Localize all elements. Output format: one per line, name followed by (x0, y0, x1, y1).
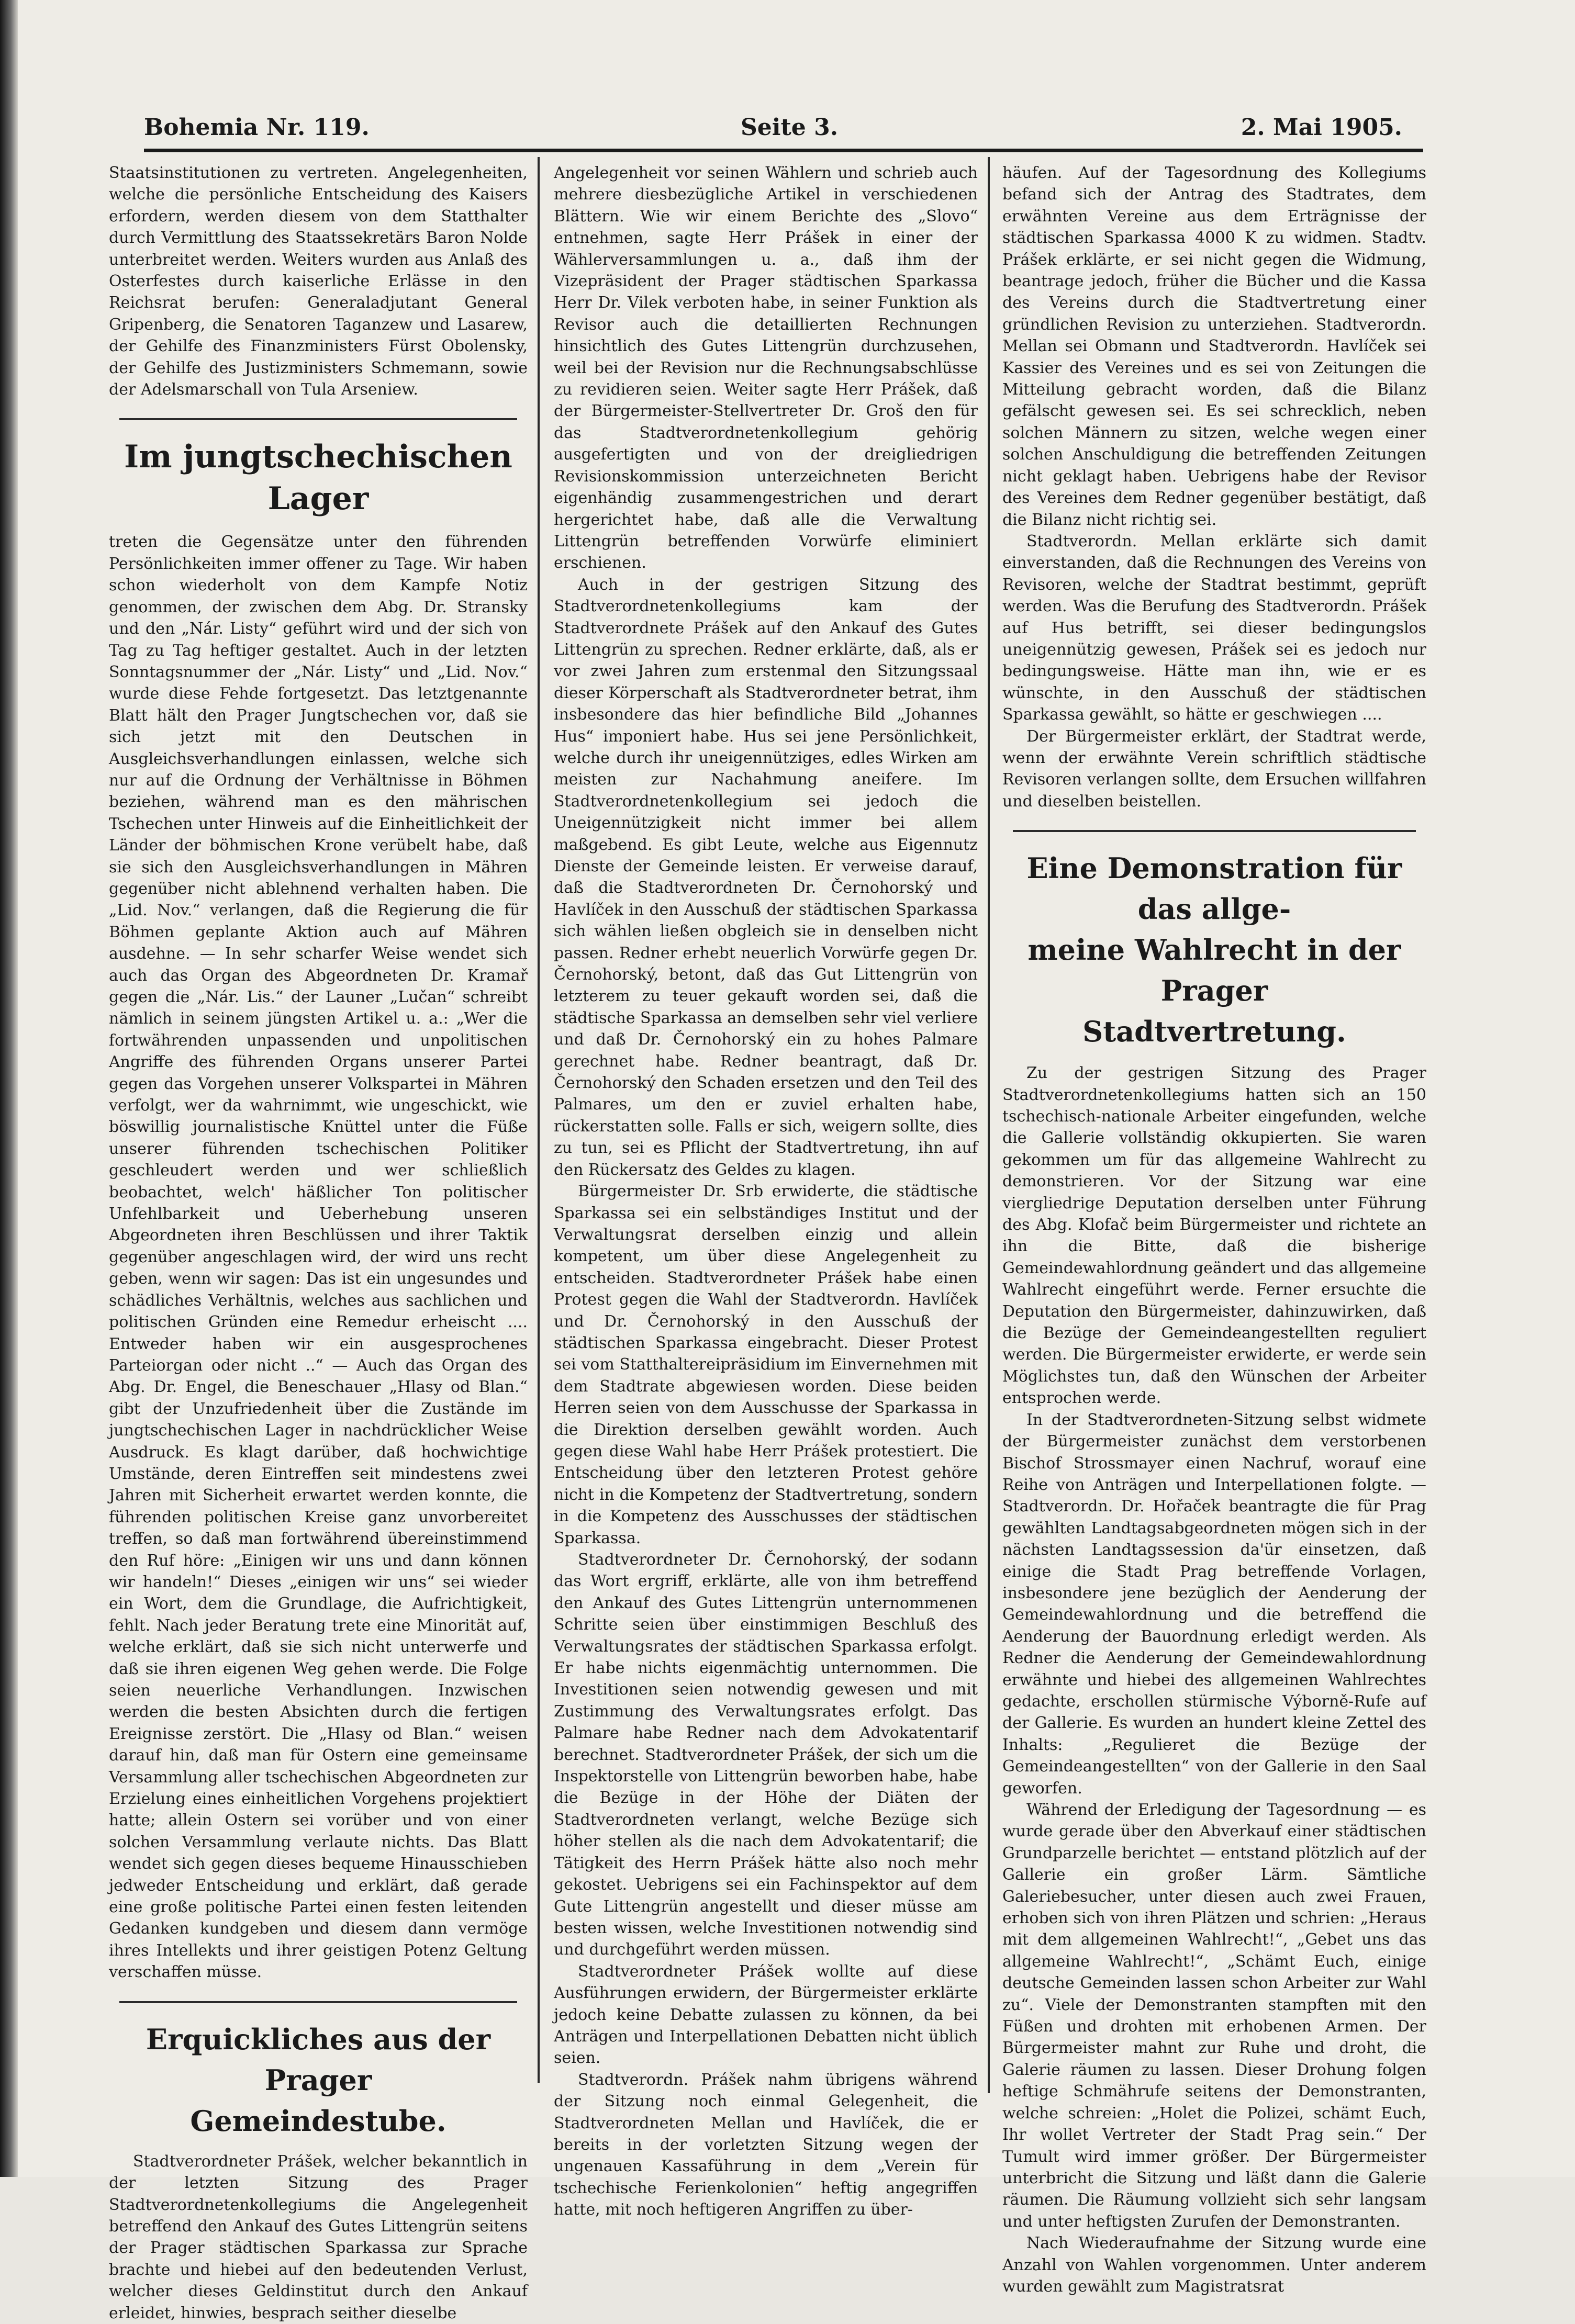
paragraph: In der Stadtverordneten-Sitzung selbst widmete der Bürgermeister zunächst dem verstorbenen Bischof Strossmayer einen Nachruf, worauf eine Reihe von Anträgen und Interpellationen folgte. — Stadtverordn. Dr. Hořaček beantragte die für Prag gewählten Landtagsabgeordneten mögen sich in der nächsten Landtagssession da'ür einsetzen, daß einige die Stadt Prag betreffende Vorlagen, insbesondere jene bezüglich der Aenderung der Gemeindewahlordnung und die betreffend die Aenderung der Bauordnung erledigt werden. Als Redner die Aenderung der Gemeindewahlordnung erwähnte und hiebei des allgemeinen Wahlrechtes gedachte, erschollen stürmische Výborně-Rufe auf der Gallerie. Es wurden an hundert kleine Zettel des Inhalts: „Regulieret die Bezüge der Gemeindeangestellten“ von der Gallerie in den Saal geworfen. (1002, 1410, 1426, 1798)
article-separator (119, 418, 517, 420)
header-page-number: Seite 3. (741, 114, 839, 141)
column-divider-2 (988, 157, 990, 2093)
article-title-gemeindestube-line2: Gemeindestube. (190, 2104, 446, 2138)
paragraph: Angelegenheit vor seinen Wählern und schrieb auch mehrere diesbezügliche Artikel in verschiedenen Blättern. Wie wir einem Berichte des „Slovo“ entnehmen, sagte Herr Prášek in einer der Wählerversammlungen u. a., daß ihm der Vizepräsident der Prager städtischen Sparkassa Herr Dr. Vilek verboten habe, in seiner Funktion als Revisor auch die detaillierten Rechnungen hinsichtlich des Gutes Littengrün durchzusehen, weil bei der Revision nur die Rechnungsabschlüsse zu revidieren seien. Weiter sagte Herr Prášek, daß der Bürgermeister-Stellvertreter Dr. Groš den für das Stadtverordnetenkollegium gehörig ausgefertigten und von der dreigliedrigen Revisionskommission unterzeichneten Bericht eigenhändig zusammengestrichen und derart hergerichtet habe, daß alle die Verwaltung Littengrün betreffenden Vorwürfe eliminiert erschienen. (554, 164, 978, 572)
paragraph: Bürgermeister Dr. Srb erwiderte, die städtische Sparkassa sei ein selbständiges Institut und der Verwaltungsrat derselben einzig und allein kompetent, um über diese Angelegenheit zu entscheiden. Stadtverordneter Prášek habe einen Protest gegen die Wahl der Stadtverordn. Havlíček und Dr. Černohorský in den Ausschuß der städtischen Sparkassa eingebracht. Dieser Protest sei vom Statthaltereipräsidium im Einvernehmen mit dem Stadtrate abgewiesen worden. Diese beiden Herren seien von dem Ausschusse der Sparkassa in die Direktion derselben gewählt worden. Auch gegen diese Wahl habe Herr Prášek protestiert. Die Entscheidung über den letzteren Protest gehöre nicht in die Kompetenz der Stadtvertretung, sondern in die Kompetenz des Ausschusses der städtischen Sparkassa. (554, 1182, 978, 1547)
scan-binding-edge (0, 0, 18, 2177)
paragraph: Während der Erledigung der Tagesordnung — es wurde gerade über den Abverkauf einer städtischen Grundparzelle berichtet — entstand plötzlich auf der Gallerie ein großer Lärm. Sämtliche Galeriebesucher, unter diesen auch zwei Frauen, erhoben sich von ihren Plätzen und schrien: „Heraus mit dem allgemeinen Wahlrecht!“, „Gebet uns das allgemeine Wahlrecht!“, „Schämt Euch, einige deutsche Gemeinden lassen schon Arbeiter zur Wahl zu“. Viele der Demonstranten stampften mit den Füßen und drohten mit erhobenen Armen. Der Bürgermeister mahnt zur Ruhe und droht, die Galerie räumen zu lassen. Dieser Drohung folgen heftige Schmährufe seitens der Demonstranten, welche schreien: „Holet die Polizei, schämt Euch, Ihr wollet Vertreter der Stadt Prag sein.“ Der Tumult wird immer größer. Der Bürgermeister unterbricht die Sitzung und läßt dann die Galerie räumen. Die Räumung vollzieht sich sehr langsam und unter heftigsten Zurufen der Demonstranten. (1002, 1801, 1426, 2231)
article-body-gemeindestube: Stadtverordneter Prášek, welcher bekanntlich in der letzten Sitzung des Prager Stadtverordnetenkollegiums die Angelegenheit betreffend den Ankauf des Gutes Littengrün seitens der Prager städtischen Sparkassa zur Sprache brachte und hiebei auf den bedeutenden Verlust, welcher dieses Geldinstitut durch den Ankauf erleidet, hinwies, besprach seither dieselbe (109, 2152, 528, 2322)
paragraph: Stadtverordneter Dr. Černohorský, der sodann das Wort ergriff, erklärte, alle von ihm betreffend den Ankauf des Gutes Littengrün unternommenen Schritte seien über einstimmigen Beschluß des Verwaltungsrates der städtischen Sparkassa erfolgt. Er habe nichts eigenmächtig unternommen. Die Investitionen seien notwendig gewesen und mit Zustimmung des Verwaltungsrates erfolgt. Das Palmare habe Redner nach dem Advokatentarif berechnet. Stadtverordneter Prášek, der sich um die Inspektorstelle von Littengrün beworben habe, habe die Bezüge in der Höhe der Diäten der Stadtverordneten verlangt, welche Bezüge sich höher stellen als die nach dem Advokatentarif; die Tätigkeit des Herrn Prášek hätte also noch mehr gekostet. Uebrigens sei ein Fachinspektor auf dem Gute Littengrün angestellt und dieser müsse am besten wissen, welche Investitionen notwendig sind und durchgeführt werden müssen. (554, 1551, 978, 1959)
column-divider-1 (538, 157, 540, 2083)
paragraph: Stadtverordn. Prášek nahm übrigens während der Sitzung noch einmal Gelegenheit, die Stadtverordneten Mellan und Havlíček, die er bereits in der vorletzten Sitzung wegen der ungenauen Kassaführung in dem „Verein für tschechische Ferienkolonien“ heftig angegriffen hatte, mit noch heftigeren Angriffen zu über- (554, 2070, 978, 2219)
article-title-jungtschechen: Im jungtschechischen Lager (124, 439, 512, 518)
page-header (144, 114, 1402, 145)
article-title-demonstration-line3: Stadtvertretung. (1082, 1015, 1346, 1049)
header-issue: Bohemia Nr. 119. (144, 114, 370, 141)
paragraph: Der Bürgermeister erklärt, der Stadtrat werde, wenn der erwähnte Verein schriftlich städtische Revisoren verlangen sollte, dem Ersuchen willfahren und dieselben beistellen. (1002, 727, 1426, 811)
article-title-demonstration-line2: meine Wahlrecht in der Prager (1027, 933, 1401, 1008)
column-2 (554, 162, 978, 2219)
article-body-jungtschechen: treten die Gegensätze unter den führenden Persönlichkeiten immer offener zu Tage. Wir haben schon wiederholt von dem Kampfe Notiz genommen, der zwischen dem Abg. Dr. Stransky und den „Nár. Listy“ geführt wird und der sich von Tag zu Tag heftiger gestaltet. Auch in der letzten Sonntagsnummer der „Nár. Listy“ und „Lid. Nov.“ wurde diese Fehde fortgesetzt. Das letztgenannte Blatt hält den Prager Jungtschechen vor, daß sie sich jetzt mit den Deutschen in Ausgleichsverhandlungen einlassen, welche sich nur auf die Ordnung der Verhältnisse in Böhmen beziehen, während man es den mährischen Tschechen unter Hinweis auf die Einheitlichkeit der Länder der böhmischen Krone verübelt habe, daß sie sich den Ausgleichsverhandlungen in Mähren gegenüber nicht ablehnend verhalten haben. Die „Lid. Nov.“ verlangen, daß die Regierung die für Böhmen geplante Aktion auch auf Mähren ausdehne. — In sehr scharfer Weise wendet sich auch das Organ des Abgeordneten Dr. Kramař gegen die „Nár. Lis.“ der Launer „Lučan“ schreibt nämlich in seinem jüngsten Artikel u. a.: „Wer die fortwährenden unpassenden und unpolitischen Angriffe des führenden Organs unserer Partei gegen das Vorgehen unserer Volkspartei in Mähren verfolgt, wer da wahrnimmt, wie ungeschickt, wie böswillig journalistische Knüttel unter die Füße unserer führenden tschechischen Politiker geschleudert werden und wer schließlich beobachtet, welch' häßlicher Ton politischer Unfehlbarkeit und Ueberhebung unseren Abgeordneten ihren Beschlüssen und ihrer Taktik gegenüber angeschlagen wird, der wird uns recht geben, wenn wir sagen: Das ist ein ungesundes und schädliches Verhältnis, welches aus sachlichen und politischen Gründen eine Remedur erheischt .... Entweder haben wir ein ausgesprochenes Parteiorgan oder nicht ..“ — Auch das Organ des Abg. Dr. Engel, die Beneschauer „Hlasy od Blan.“ gibt der Unzufriedenheit über die Zustände im jungtschechischen Lager in nachdrücklicher Weise Ausdruck. Es klagt darüber, daß hochwichtige Umstände, deren Eintreffen seit mindestens zwei Jahren mit Sicherheit erwartet werden konnte, die führenden politischen Kreise ganz unvorbereitet treffen, so daß man fortwährend übereinstimmend den Ruf höre: „Einigen wir uns und dann können wir handeln!“ Dieses „einigen wir uns“ sei wieder ein Wort, dem die Grundlage, die Aufrichtigkeit, fehlt. Nach jeder Beratung trete eine Minorität auf, welche erklärt, daß sie sich nicht unterwerfe und daß sie ihren eigenen Weg gehen werde. Die Folge seien neuerliche Verhandlungen. Inzwischen werden die besten Absichten durch die fertigen Ereignisse zerstört. Die „Hlasy od Blan.“ weisen darauf hin, daß man für Ostern eine gemeinsame Versammlung aller tschechischen Abgeordneten zur Erzielung eines einheitlichen Vorgehens projektiert hatte; allein Ostern sei vorüber und von einer solchen Versammlung verlaute nichts. Das Blatt wendet sich gegen dieses bequeme Hinausschieben jedweder Entscheidung und erklärt, daß gerade eine große politische Partei einen festen leitenden Gedanken kundgeben und diesem dann vermöge ihres Intellekts und ihrer geistigen Potenz Geltung verschaffen müsse. (109, 533, 528, 1982)
paragraph: Auch in der gestrigen Sitzung des Stadtverordnetenkollegiums kam der Stadtverordnete Prášek auf den Ankauf des Gutes Littengrün zu sprechen. Redner erklärte, daß, als er vor zwei Jahren zum erstenmal den Sitzungssaal dieser Körperschaft als Stadtverordneter betrat, ihm insbesondere das hier befindliche Bild „Johannes Hus“ imponiert habe. Hus sei jene Persönlichkeit, welche durch ihr uneigennütziges, edles Wirken am meisten zur Nachahmung aneifere. Im Stadtverordnetenkollegium sei jedoch die Uneigennützigkeit nicht immer bei allem maßgebend. Es gibt Leute, welche aus Eigennutz Dienste der Gemeinde leisten. Er verweise darauf, daß die Stadtverordneten Dr. Černohorský und Havlíček in den Ausschuß der städtischen Sparkassa sich wählen ließen obgleich sie in denselben nicht passen. Redner erhebt neuerlich Vorwürfe gegen Dr. Černohorský, betont, daß das Gut Littengrün von letzterem zu teuer gekauft worden sei, daß die städtische Sparkassa an demselben sehr viel verliere und daß Dr. Černohorský ein zu hohes Palmare gerechnet habe. Redner beantragt, daß Dr. Černohorský den Schaden ersetzen und den Teil des Palmares, um den er zuviel erhalten habe, rückerstatten solle. Falls er sich, weigern sollte, dies zu tun, sei es Pflicht der Stadtvertretung, ihn auf den Rückersatz des Geldes zu klagen. (554, 575, 978, 1179)
article-intro-text: Staatsinstitutionen zu vertreten. Angelegenheiten, welche die persönliche Entscheidung des Kaisers erfordern, werden diesem von dem Statthalter durch Vermittlung des Staatssekretärs Baron Nolde unterbreitet werden. Weiters wurden aus Anlaß des Osterfestes durch kaiserliche Erlässe in den Reichsrat berufen: Generaladjutant General Gripenberg, die Senatoren Taganzew und Lasarew, der Gehilfe des Finanzministers Fürst Obolensky, der Gehilfe des Justizministers Schmemann, sowie der Adelsmarschall von Tula Arseniew. (109, 164, 528, 399)
paragraph: Zu der gestrigen Sitzung des Prager Stadtverordnetenkollegiums hatten sich an 150 tschechisch-nationale Arbeiter eingefunden, welche die Gallerie vollständig okkupierten. Sie waren gekommen um für das allgemeine Wahlrecht zu demonstrieren. Vor der Sitzung war eine viergliedrige Deputation derselben unter Führung des Abg. Klofač beim Bürgermeister und richtete an ihn die Bitte, daß die bisherige Gemeindewahlordnung geändert und das allgemeine Wahlrecht eingeführt werde. Ferner ersuchte die Deputation den Bürgermeister, dahinzuwirken, daß die Bezüge der Gemeindeangestellten reguliert werden. Die Bürgermeister erwiderte, er werde sein Möglichstes tun, daß den Wünschen der Arbeiter entsprochen werde. (1002, 1064, 1426, 1408)
paragraph: Stadtverordneter Prášek wollte auf diese Ausführungen erwidern, der Bürgermeister erklärte jedoch keine Debatte zulassen zu können, da bei Anträgen und Interpellationen Debatten nicht üblich seien. (554, 1962, 978, 2068)
paragraph: häufen. Auf der Tagesordnung des Kollegiums befand sich der Antrag des Stadtrates, dem erwähnten Vereine aus dem Erträgnisse der städtischen Sparkassa 4000 K zu widmen. Stadtv. Prášek erklärte, er sei nicht gegen die Widmung, beantrage jedoch, früher die Bücher und die Kassa des Vereins durch die Stadtvertretung einer gründlichen Revision zu unterziehen. Stadtverordn. Mellan sei Obmann und Stadtverordn. Havlíček sei Kassier des Vereines und es sei von Zeitungen die Mitteilung gebracht worden, daß die Bilanz gefälscht gewesen sei. Es sei schrecklich, neben solchen Männern zu sitzen, welche wegen einer solchen Anschuldigung die betreffenden Zeitungen nicht geklagt haben. Uebrigens habe der Revisor des Vereines dem Redner gegenüber bestätigt, daß die Bilanz nicht richtig sei. (1002, 164, 1426, 529)
article-title-gemeindestube-line1: Erquickliches aus der Prager (146, 2022, 491, 2097)
article-separator (119, 2001, 517, 2003)
paragraph: Stadtverordn. Mellan erklärte sich damit einverstanden, daß die Rechnungen des Vereins von Revisoren, welche der Stadtrat bestimmt, geprüft werden. Was die Berufung des Stadtverordn. Prášek auf Hus betrifft, sei dieser bedingungslos uneigennützig gewesen, Prášek sei es jedoch nur bedingungsweise. Hätte man ihn, wie er es wünschte, in den Ausschuß der städtischen Sparkassa gewählt, so hätte er geschwiegen .... (1002, 532, 1426, 724)
header-rule (144, 149, 1423, 152)
column-1 (109, 162, 528, 2322)
paragraph: Nach Wiederaufnahme der Sitzung wurde eine Anzahl von Wahlen vorgenommen. Unter anderem wurden gewählt zum Magistratsrat (1002, 2234, 1426, 2296)
header-date: 2. Mai 1905. (1241, 114, 1402, 141)
column-3 (1002, 162, 1426, 2296)
article-separator (1013, 830, 1416, 832)
article-title-demonstration-line1: Eine Demonstration für das allge- (1026, 851, 1402, 926)
